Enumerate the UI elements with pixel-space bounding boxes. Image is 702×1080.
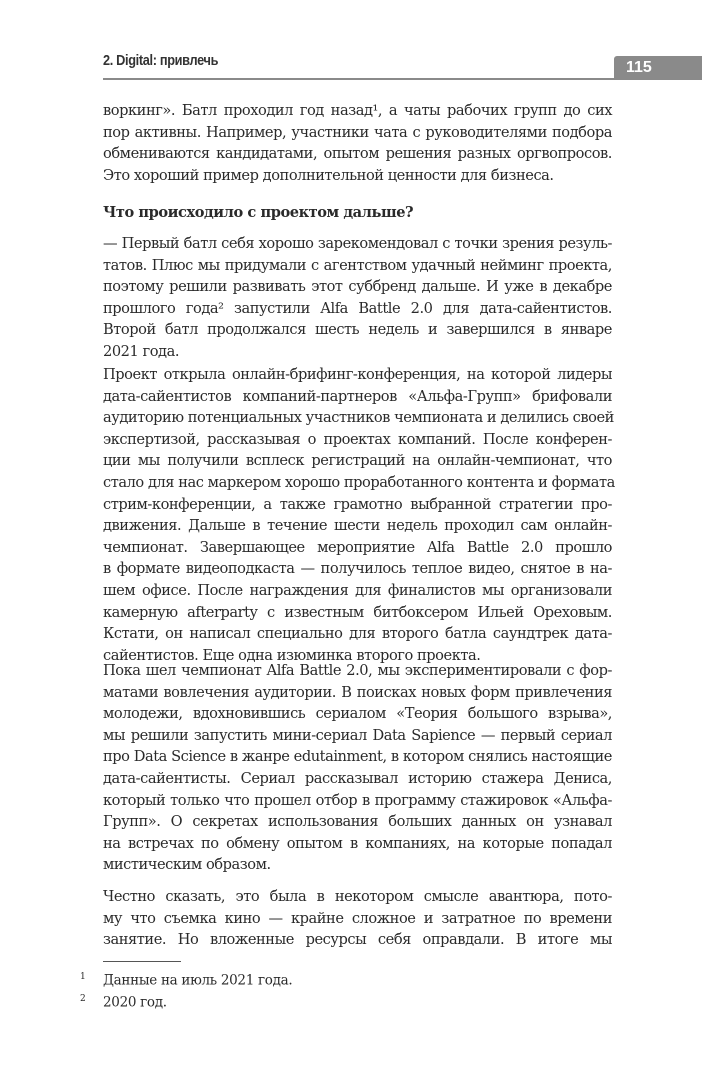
paragraph [103,100,612,186]
footnote [80,994,167,1011]
paragraph [103,233,612,363]
text-line: воркинг». Батл проходил год назад¹, а чаты рабочих групп до сих [103,102,612,119]
paragraph [103,364,615,666]
text-line: Кстати, он написал специально для второго батла саундтрек дата- [103,625,612,643]
footnote-text: Данные на июль 2021 года. [103,972,293,989]
text-line: пор активны. Например, участники чата с руководителями подбора [103,123,612,141]
text-line: матами вовлечения аудитории. В поисках новых форм привлечения [103,683,612,701]
running-header-title: 2. Digital: привлечь [103,52,219,69]
text-line: в формате видеоподкаста — получилось теплое видео, снятое в на- [103,560,612,578]
text-line: Второй батл продолжался шесть недель и завершился в январе [103,321,612,339]
text-line: стрим-конференции, а также грамотно выбранной стратегии про- [103,495,612,513]
text-line: аудиторию потенциальных участников чемпионата и делились своей [103,409,614,427]
text-line: молодежи, вдохновившись сериалом «Теория большого взрыва», [103,705,612,723]
text-line: мистическим образом. [103,856,271,874]
text-line: экспертизой, рассказывая о проектах компаний. После конферен- [103,430,612,448]
page-number: 115 [614,56,702,80]
text-line: камерную afterparty с известным битбоксером Ильей Ореховым. [103,603,612,621]
text-line: про Data Science в жанре edutainment, в котором снялись настоящие [103,748,612,766]
text-line: который только что прошел отбор в программу стажировок «Альфа- [103,791,612,809]
text-line: Групп». О секретах использования больших данных он узнавал [103,813,612,831]
footnote-rule [103,961,181,962]
text-line: чемпионат. Завершающее мероприятие Alfa Battle 2.0 прошло [103,538,612,556]
paragraph [103,660,612,876]
text-line: стало для нас маркером хорошо проработанного контента и формата [103,473,615,491]
text-line: поэтому решили развивать этот суббренд дальше. И уже в декабре [103,278,612,296]
text-line: дата-сайентисты. Сериал рассказывал историю стажера Дениса, [103,769,612,787]
header-rule [103,78,615,80]
text-line: Честно сказать, это была в некотором смысле авантюра, пото- [103,888,612,905]
text-line: Проект открыла онлайн-брифинг-конференция, на которой лидеры [103,366,612,383]
text-line: на встречах по обмену опытом в компаниях, на которые попадал [103,834,612,852]
text-line: прошлого года² запустили Alfa Battle 2.0 для дата-сайентистов. [103,299,612,317]
text-line: татов. Плюс мы придумали с агентством удачный нейминг проекта, [103,256,612,274]
text-line: обмениваются кандидатами, опытом решения разных оргвопросов. [103,145,612,163]
text-line: — Первый батл себя хорошо зарекомендовал с точки зрения резуль- [103,235,612,252]
text-line: мы решили запустить мини-сериал Data Sapience — первый сериал [103,726,612,744]
text-line: му что съемка кино — крайне сложное и затратное по времени [103,909,612,927]
footnote-mark: 2 [80,994,86,1004]
text-line: Пока шел чемпионат Alfa Battle 2.0, мы экспериментировали с фор- [103,662,612,679]
footnote-mark: 1 [80,972,86,982]
text-line: шем офисе. После награждения для финалистов мы организовали [103,581,612,599]
text-line: сайентистов. Еще одна изюминка второго проекта. [103,646,481,664]
text-line: 2021 года. [103,342,180,360]
footnote-text: 2020 год. [103,994,167,1011]
text-line: занятие. Но вложенные ресурсы себя оправдали. В итоге мы [103,931,612,949]
text-line: ции мы получили всплеск регистраций на онлайн-чемпионат, что [103,452,612,470]
paragraph [103,886,612,951]
section-heading: Что происходило с проектом дальше? [103,204,414,221]
text-line: дата-сайентистов компаний-партнеров «Альфа-Групп» брифовали [103,387,612,405]
text-line: движения. Дальше в течение шести недель проходил сам онлайн- [103,517,612,535]
text-line: Это хороший пример дополнительной ценности для бизнеса. [103,166,554,184]
footnote [80,972,292,989]
